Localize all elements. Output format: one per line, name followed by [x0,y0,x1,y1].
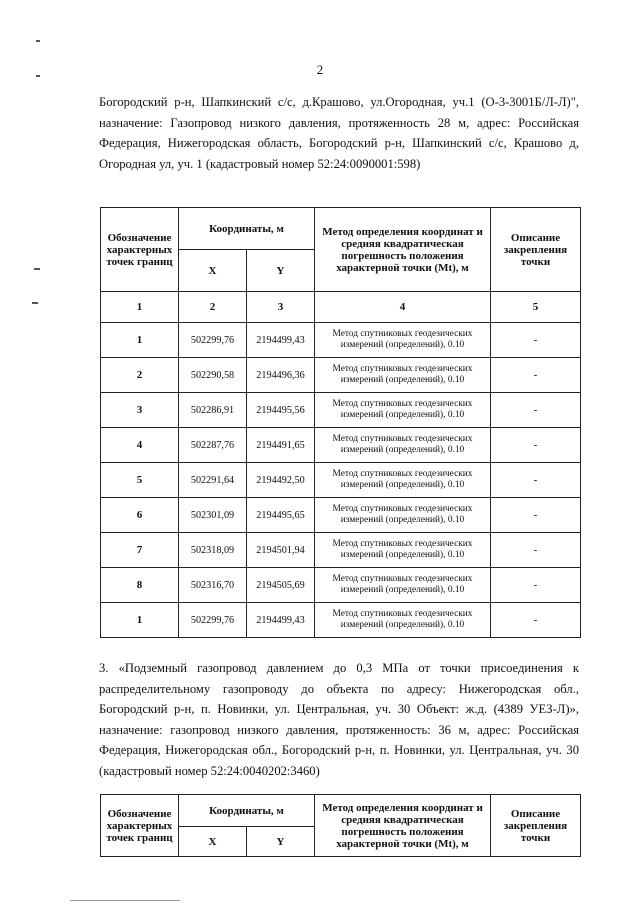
header-method: Метод определения координат и средняя квадратическая погрешность положения характерной точки (Mt), м [315,795,491,857]
column-number: 3 [247,292,315,323]
column-number: 4 [315,292,491,323]
table-row [101,428,581,463]
point-cell: 8 [101,568,179,603]
table-row [101,463,581,498]
method-cell: Метод спутниковых геодезических измерений (определений), 0.10 [315,568,491,603]
header-coordinates: Координаты, м [179,208,315,250]
table-row [101,323,581,358]
y-cell: 2194501,94 [247,533,315,568]
table-body [101,323,581,638]
x-cell: 502316,70 [179,568,247,603]
divider [70,900,180,901]
point-cell: 5 [101,463,179,498]
y-cell: 2194492,50 [247,463,315,498]
y-cell: 2194495,65 [247,498,315,533]
header-coordinates: Координаты, м [179,795,315,827]
method-cell: Метод спутниковых геодезических измерений (определений), 0.10 [315,358,491,393]
table-row [101,358,581,393]
header-x: X [179,250,247,292]
point-cell: 1 [101,323,179,358]
y-cell: 2194495,56 [247,393,315,428]
scan-mark [34,268,40,270]
description-cell: - [491,463,581,498]
table-row [101,393,581,428]
method-cell: Метод спутниковых геодезических измерений (определений), 0.10 [315,428,491,463]
table-row [101,498,581,533]
description-cell: - [491,568,581,603]
method-cell: Метод спутниковых геодезических измерений (определений), 0.10 [315,463,491,498]
x-cell: 502286,91 [179,393,247,428]
page-number: 2 [316,62,324,77]
point-cell: 7 [101,533,179,568]
x-cell: 502318,09 [179,533,247,568]
scan-mark [32,302,38,304]
y-cell: 2194505,69 [247,568,315,603]
paragraph-object-2: Богородский р-н, Шапкинский с/с, д.Крашово, ул.Огородная, уч.1 (О-3-3001Б/Л-Л)", назначение: Газопровод низкого давления, протяженность 28 м, адрес: Российская Федерация, Нижегородская область, Богородский р-н, Шапкинский с/с, Крашово д, Огородная ул, уч. 1 (кадастровый номер 52:24:0090001:598) [99,95,579,171]
point-cell: 2 [101,358,179,393]
x-cell: 502299,76 [179,603,247,638]
description-cell: - [491,323,581,358]
description-cell: - [491,498,581,533]
method-cell: Метод спутниковых геодезических измерений (определений), 0.10 [315,393,491,428]
point-cell: 6 [101,498,179,533]
description-cell: - [491,358,581,393]
method-cell: Метод спутниковых геодезических измерений (определений), 0.10 [315,498,491,533]
y-cell: 2194491,65 [247,428,315,463]
y-cell: 2194496,36 [247,358,315,393]
header-description: Описание закрепления точки [491,208,581,292]
table-row [101,533,581,568]
x-cell: 502291,64 [179,463,247,498]
scan-mark [36,40,40,42]
header-x: X [179,827,247,857]
point-cell: 1 [101,603,179,638]
header-designation: Обозначение характерных точек границ [101,208,179,292]
point-cell: 3 [101,393,179,428]
method-cell: Метод спутниковых геодезических измерений (определений), 0.10 [315,323,491,358]
description-cell: - [491,603,581,638]
x-cell: 502290,58 [179,358,247,393]
header-method: Метод определения координат и средняя квадратическая погрешность положения характерной точки (Mt), м [315,208,491,292]
coordinates-table-1 [100,207,581,638]
y-cell: 2194499,43 [247,603,315,638]
method-cell: Метод спутниковых геодезических измерений (определений), 0.10 [315,603,491,638]
description-cell: - [491,533,581,568]
table-row [101,603,581,638]
header-description: Описание закрепления точки [491,795,581,857]
column-number: 1 [101,292,179,323]
x-cell: 502287,76 [179,428,247,463]
column-number: 2 [179,292,247,323]
header-designation: Обозначение характерных точек границ [101,795,179,857]
table-row [101,568,581,603]
x-cell: 502299,76 [179,323,247,358]
header-y: Y [247,250,315,292]
coordinates-table-2 [100,794,581,857]
header-y: Y [247,827,315,857]
x-cell: 502301,09 [179,498,247,533]
paragraph-object-3: 3. «Подземный газопровод давлением до 0,3 МПа от точки присоединения к распределительному газопроводу до объекта по адресу: Нижегородская обл., Богородский р-н, п. Новинки, ул. Центральная, уч. 30 Объект: ж.д. (4389 УЕЗ-Л)», назначение: газопровод низкого давления, протяженность: 36 м, адрес: Российская Федерация, Нижегородская обл., Богородский р-н, п. Новинки, ул. Центральная, уч. 30 (кадастровый номер 52:24:0040202:3460) [99,661,579,778]
y-cell: 2194499,43 [247,323,315,358]
column-number: 5 [491,292,581,323]
method-cell: Метод спутниковых геодезических измерений (определений), 0.10 [315,533,491,568]
description-cell: - [491,393,581,428]
point-cell: 4 [101,428,179,463]
description-cell: - [491,428,581,463]
